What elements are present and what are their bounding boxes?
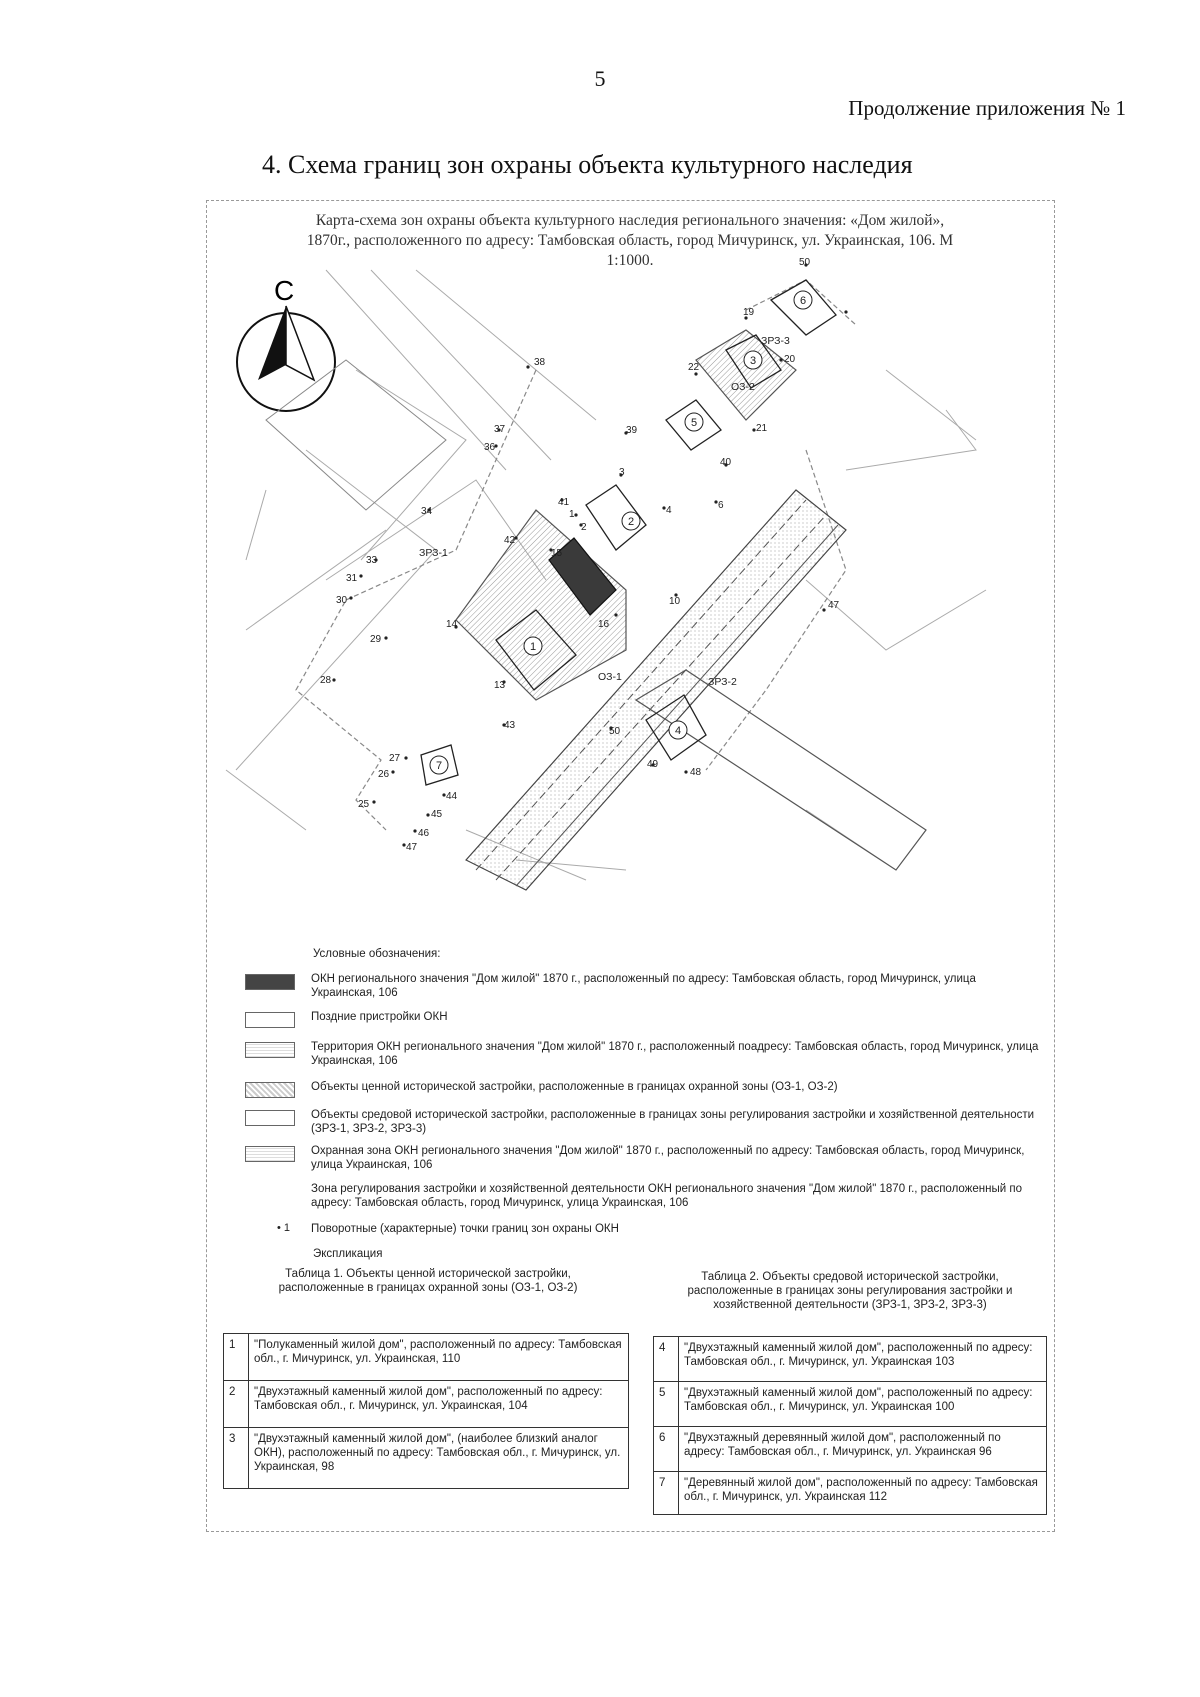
point-label-30: 33 (366, 555, 378, 566)
point-label-23: 25 (358, 799, 370, 810)
point-label-36: 39 (626, 425, 638, 436)
zone-label-zrz2: ЗРЗ-2 (708, 676, 737, 688)
point-label-29: 31 (346, 573, 358, 584)
boundary-point-marker (349, 596, 352, 599)
legend-title: Условные обозначения: (313, 948, 441, 960)
boundary-point-marker (359, 574, 362, 577)
table-cell-text: "Полукаменный жилой дом", расположенный по адресу: Тамбовская обл., г. Мичуринск, ул. Украинская, 110 (249, 1334, 629, 1381)
legend-swatch-hatch (245, 1082, 295, 1098)
legend-text: Объекты средовой исторической застройки, расположенные в границах зоны регулирования застройки и хозяйственной деятельности (ЗРЗ-1, ЗРЗ-2, ЗРЗ-3) (311, 1109, 1035, 1135)
zone-label-zrz1: ЗРЗ-1 (419, 547, 448, 559)
table-cell-num: 1 (224, 1334, 249, 1381)
table-cell-num: 5 (654, 1382, 679, 1427)
table-cell-text: "Двухэтажный каменный жилой дом", расположенный по адресу: Тамбовская обл., г. Мичуринск, ул. Украинская 103 (679, 1337, 1047, 1382)
legend-text: Охранная зона ОКН регионального значения "Дом жилой" 1870 г., расположенный по адресу: Тамбовская область, город Мичуринск, улица Украинская, 106 (311, 1145, 1025, 1171)
boundary-point-marker (574, 513, 577, 516)
table-row (654, 1427, 1047, 1472)
table-cell-num: 6 (654, 1427, 679, 1472)
explication-title: Экспликация (313, 1248, 383, 1260)
legend-text: Поздние пристройки ОКН (311, 1011, 448, 1023)
boundary-point-marker (426, 813, 429, 816)
point-label-6: 6 (718, 500, 724, 511)
table2-caption-line: Таблица 2. Объекты средовой исторической застройки, (701, 1271, 999, 1283)
table-cell-num: 2 (224, 1381, 249, 1428)
page-title: 4. Схема границ зон охраны объекта культурного наследия (262, 150, 913, 179)
table2-caption (655, 1270, 1045, 1312)
legend-text: Объекты ценной исторической застройки, расположенные в границах охранной зоны (ОЗ-1, ОЗ-2) (311, 1081, 838, 1093)
point-label-28: 30 (336, 595, 348, 606)
legend-text: ОКН регионального значения "Дом жилой" 1870 г., расположенный по адресу: Тамбовская область, город Мичуринск, улица Украинская, 106 (311, 973, 976, 999)
boundary-point-marker (384, 636, 387, 639)
point-label-47: 49 (647, 759, 659, 770)
boundary-point-marker (684, 770, 687, 773)
point-label-22: 22 (688, 362, 700, 373)
point-label-31: 34 (421, 506, 433, 517)
point-label-39: 42 (504, 535, 516, 546)
point-label-2: 2 (581, 522, 587, 533)
boundary-point-marker (391, 770, 394, 773)
boundary-point-marker (779, 358, 782, 361)
boundary-point-marker (404, 756, 407, 759)
point-label-44: 47 (406, 842, 418, 853)
map-caption-line: Карта-схема зон охраны объекта культурного наследия регионального значения: «Дом жилой», (315, 212, 945, 229)
point-label-37: 40 (720, 457, 732, 468)
point-label-3: 3 (619, 467, 625, 478)
point-label-20: 20 (784, 354, 796, 365)
table-cell-num: 3 (224, 1428, 249, 1489)
object-label-1: 1 (529, 641, 537, 653)
point-label-27: 29 (370, 634, 382, 645)
table-cell-text: "Деревянный жилой дом", расположенный по адресу: Тамбовская обл., г. Мичуринск, ул. Украинская 112 (679, 1472, 1047, 1515)
map-caption-line: 1:1000. (606, 252, 654, 269)
north-arrow (237, 275, 335, 411)
point-label-21: 21 (756, 423, 768, 434)
object-label-7: 7 (435, 760, 443, 772)
boundary-point-marker (413, 829, 416, 832)
point-label-14: 14 (446, 619, 458, 630)
table2-caption-line: расположенные в границах зоны регулирования застройки и (687, 1285, 1013, 1297)
point-label-33: 36 (484, 442, 496, 453)
point-label-43: 46 (418, 828, 430, 839)
object-label-2: 2 (627, 516, 635, 528)
legend-swatch-dark (245, 974, 295, 990)
map-caption (230, 211, 1030, 271)
legend-text: Поворотные (характерные) точки границ зон охраны ОКН (311, 1223, 619, 1235)
table-row (654, 1472, 1047, 1515)
table-row (224, 1381, 629, 1428)
boundary-point-marker (614, 613, 617, 616)
table-cell-text: "Двухэтажный каменный жилой дом", расположенный по адресу: Тамбовская обл., г. Мичуринск, ул. Украинская 100 (679, 1382, 1047, 1427)
point-label-42: 45 (431, 809, 443, 820)
point-label-24: 26 (378, 769, 390, 780)
point-label-19: 19 (743, 307, 755, 318)
point-label-4: 4 (666, 505, 672, 516)
table-row (224, 1428, 629, 1489)
building-outline (266, 360, 446, 510)
object-label-3: 3 (749, 355, 757, 367)
point-label-25: 27 (389, 753, 401, 764)
table2 (653, 1336, 1047, 1515)
boundary-point-marker (372, 800, 375, 803)
point-label-26: 28 (320, 675, 332, 686)
point-label-15: 15 (551, 548, 563, 559)
legend-swatch-none (245, 1184, 295, 1200)
table-cell-text: "Двухэтажный каменный жилой дом", расположенный по адресу: Тамбовская обл., г. Мичуринск, ул. Украинская, 104 (249, 1381, 629, 1428)
table-row (224, 1334, 629, 1381)
north-label: С (274, 275, 295, 306)
point-label-16: 16 (598, 619, 610, 630)
legend-text: Территория ОКН регионального значения "Дом жилой" 1870 г., расположенный поадресу: Тамбовская область, город Мичуринск, улица Украинская, 106 (311, 1041, 1039, 1067)
point-label-38: 41 (558, 497, 570, 508)
object-label-6: 6 (799, 295, 807, 307)
map-caption-line: 1870г., расположенного по адресу: Тамбовская область, город Мичуринск, ул. Украинская, 106. М (306, 232, 954, 249)
legend-point-marker: • 1 (277, 1222, 291, 1234)
boundary-point-marker (844, 310, 847, 313)
object-label-4: 4 (674, 725, 682, 737)
point-label-1: 1 (569, 509, 575, 520)
point-label-45: 47 (828, 600, 840, 611)
point-label-46: 48 (690, 767, 702, 778)
boundary-point-marker (332, 678, 335, 681)
boundary-point-marker (526, 365, 529, 368)
legend-swatch-outline (245, 1110, 295, 1126)
legend-text: Зона регулирования застройки и хозяйственной деятельности ОКН регионального значения "Дом жилой" 1870 г., расположенный по адресу: Тамбовская область, город Мичуринск, улица Украинская, 106 (311, 1183, 1022, 1209)
table-cell-num: 4 (654, 1337, 679, 1382)
table1 (223, 1333, 629, 1489)
point-label-10: 10 (669, 596, 681, 607)
table-cell-num: 7 (654, 1472, 679, 1515)
legend-swatch-dots (245, 1042, 295, 1058)
table-row (654, 1337, 1047, 1382)
point-label-35: 38 (534, 357, 546, 368)
point-label-13: 13 (494, 680, 506, 691)
point-label-48: 50 (609, 726, 621, 737)
table-row (654, 1382, 1047, 1427)
object-label-5: 5 (690, 417, 698, 429)
table-cell-text: "Двухэтажный каменный жилой дом", (наиболее близкий аналог ОКН), расположенный по адресу: Тамбовская обл., г. Мичуринск, ул. Украинская, 98 (249, 1428, 629, 1489)
table2-caption-line: хозяйственной деятельности (ЗРЗ-1, ЗРЗ-2, ЗРЗ-3) (713, 1299, 987, 1311)
page-number: 5 (594, 66, 606, 91)
appendix-label: Продолжение приложения № 1 (848, 96, 1126, 120)
table1-caption-line: расположенные в границах охранной зоны (ОЗ-1, ОЗ-2) (278, 1282, 578, 1294)
legend-swatch-dots (245, 1146, 295, 1162)
zone-label-oz1: ОЗ-1 (598, 671, 622, 683)
point-label-41: 44 (446, 791, 458, 802)
zone-label-oz2: ОЗ-2 (731, 381, 755, 393)
point-label-40: 43 (504, 720, 516, 731)
boundary-point-marker (822, 608, 825, 611)
point-label-49: 50 (799, 257, 811, 268)
table1-caption (258, 1267, 598, 1295)
table-cell-text: "Двухэтажный деревянный жилой дом", расположенный по адресу: Тамбовская обл., г. Мичуринск, ул. Украинская 96 (679, 1427, 1047, 1472)
point-label-34: 37 (494, 424, 506, 435)
zone-label-zrz3: ЗРЗ-3 (761, 335, 790, 347)
table1-caption-line: Таблица 1. Объекты ценной исторической застройки, (285, 1268, 571, 1280)
legend-swatch-outline (245, 1012, 295, 1028)
